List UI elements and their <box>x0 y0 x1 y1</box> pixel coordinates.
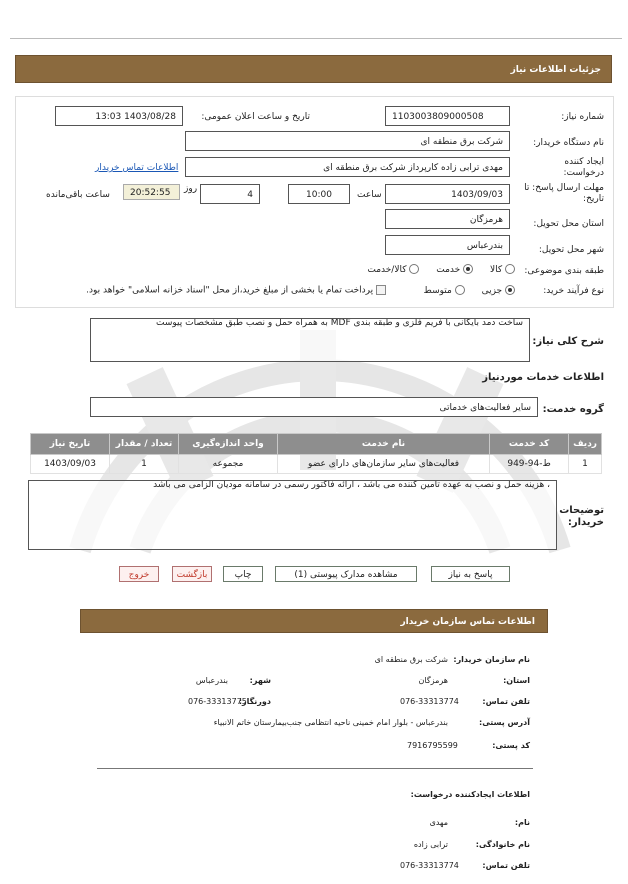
requester-field[interactable]: مهدی ترابی زاده کارپرداز شرکت برق منطقه ای <box>185 157 510 177</box>
col-row: ردیف <box>569 434 602 455</box>
radio-goods[interactable] <box>505 264 515 274</box>
buyer-notes-box <box>28 480 557 550</box>
buyer-notes-label: توضیحات خریدار: <box>559 505 604 528</box>
delivery-city-label: شهر محل تحویل: <box>538 245 604 255</box>
announce-datetime-field[interactable]: 1403/08/28 13:03 <box>55 106 183 126</box>
category-label: طبقه بندی موضوعی: <box>524 266 604 276</box>
category-radio-group <box>290 264 515 278</box>
time-remaining-label: ساعت باقی‌مانده <box>46 190 110 200</box>
category-option-goods[interactable]: کالا <box>490 265 515 275</box>
attachments-button[interactable]: مشاهده مدارک پیوستی (1) <box>275 566 417 582</box>
cell-service-code: ط-94-949 <box>490 455 569 474</box>
postal-value: 7916795599 <box>407 741 458 750</box>
city-label: شهر: <box>249 676 271 685</box>
phone-label: تلفن تماس: <box>482 697 530 706</box>
service-group-label: گروه خدمت: <box>542 404 604 415</box>
deadline-date-field[interactable]: 1403/09/03 <box>385 184 510 204</box>
top-divider <box>10 38 622 39</box>
radio-partial[interactable] <box>505 285 515 295</box>
contact-section-header <box>80 609 548 633</box>
radio-service[interactable] <box>463 264 473 274</box>
deadline-time-field[interactable]: 10:00 <box>288 184 350 204</box>
category-option-service[interactable]: خدمت <box>436 265 473 275</box>
cell-service-name: فعالیت‌های سایر سازمان‌های دارای عضو <box>278 455 490 474</box>
need-number-field[interactable]: 1103003809000508 <box>385 106 510 126</box>
buyer-org-label: نام دستگاه خریدار: <box>533 138 604 148</box>
creator-section-title: اطلاعات ایجادکننده درخواست: <box>410 790 530 799</box>
description-text: ساخت دمد بایگانی با فریم فلزی و طبقه بندی MDF به همراه حمل و نصب طبق مشخصات پیوست <box>156 318 523 328</box>
need-number-label: شماره نیاز: <box>561 112 604 122</box>
services-table-header <box>31 434 602 455</box>
cell-quantity: 1 <box>110 455 179 474</box>
delivery-province-label: استان محل تحویل: <box>533 219 604 229</box>
table-row[interactable] <box>31 455 602 474</box>
delivery-province-field[interactable]: هرمزگان <box>385 209 510 229</box>
creator-family-value: ترابی زاده <box>413 840 448 849</box>
deadline-label: مهلت ارسال پاسخ: تا تاریخ: <box>524 183 604 204</box>
time-remaining-field: 20:52:55 <box>123 184 180 200</box>
buyer-notes-text: ، هزینه حمل و نصب به عهده تامین کننده می باشد ، ارائه فاکتور رسمی در سامانه مودیان الزامی می باشد <box>153 480 550 490</box>
back-button[interactable]: بازگشت <box>172 566 212 582</box>
buyer-org-field[interactable]: شرکت برق منطقه ای <box>185 131 510 151</box>
payment-note-text: پرداخت تمام یا بخشی از مبلغ خرید،از محل "اسناد خزانه اسلامی" خواهد بود. <box>86 285 374 296</box>
cell-unit: مجموعه <box>179 455 278 474</box>
delivery-city-field[interactable]: بندرعباس <box>385 235 510 255</box>
purchase-type-label: نوع فرآیند خرید: <box>543 286 604 296</box>
print-button[interactable]: چاپ <box>223 566 263 582</box>
address-label: آدرس پستی: <box>479 718 530 727</box>
page-header <box>15 55 612 83</box>
days-label: روز <box>184 184 198 194</box>
purchase-option-partial[interactable]: جزیی <box>482 286 515 296</box>
org-name-value: شرکت برق منطقه ای <box>374 655 448 664</box>
province-label: استان: <box>503 676 530 685</box>
purchase-radio-group <box>420 285 515 299</box>
requester-label: ایجاد کننده درخواست: <box>563 157 604 178</box>
deadline-time-label: ساعت <box>357 190 382 200</box>
description-box <box>90 318 530 362</box>
creator-name-label: نام: <box>514 818 530 827</box>
fax-value: 076-33313775 <box>188 697 247 706</box>
org-name-label: نام سازمان خریدار: <box>453 655 530 664</box>
creator-phone-label: تلفن تماس: <box>482 861 530 870</box>
payment-note <box>46 285 386 296</box>
col-unit: واحد اندازه‌گیری <box>179 434 278 455</box>
services-table <box>30 433 602 474</box>
treasury-checkbox[interactable] <box>376 285 386 295</box>
phone-value: 076-33313774 <box>400 697 459 706</box>
buyer-contact-link[interactable]: اطلاعات تماس خریدار <box>95 163 179 173</box>
city-value: بندرعباس <box>195 676 228 685</box>
creator-phone-value: 076-33313774 <box>400 861 459 870</box>
cell-row: 1 <box>569 455 602 474</box>
page-title: جزئیات اطلاعات نیاز <box>510 65 601 75</box>
creator-family-label: نام خانوادگی: <box>475 840 530 849</box>
col-need-date: تاریخ نیاز <box>31 434 110 455</box>
category-option-both[interactable]: کالا/خدمت <box>367 265 419 275</box>
services-section-title: اطلاعات خدمات موردنیاز <box>482 372 604 383</box>
purchase-option-medium[interactable]: متوسط <box>424 286 465 296</box>
creator-name-value: مهدی <box>429 818 448 827</box>
exit-button[interactable]: خروج <box>119 566 159 582</box>
province-value: هرمزگان <box>418 676 448 685</box>
contact-section-title: اطلاعات تماس سازمان خریدار <box>400 617 535 627</box>
col-service-name: نام خدمت <box>278 434 490 455</box>
radio-medium[interactable] <box>455 285 465 295</box>
days-remaining-field[interactable]: 4 <box>200 184 260 204</box>
service-group-field[interactable]: سایر فعالیت‌های خدماتی <box>90 397 538 417</box>
col-service-code: کد خدمت <box>490 434 569 455</box>
address-value: بندرعباس - بلوار امام خمینی ناحیه انتظامی جنب‌بیمارستان خاتم الانبیاء <box>213 718 448 727</box>
radio-goods-service[interactable] <box>409 264 419 274</box>
col-quantity: تعداد / مقدار <box>110 434 179 455</box>
cell-need-date: 1403/09/03 <box>31 455 110 474</box>
description-label: شرح کلی نیاز: <box>532 336 604 347</box>
reply-button[interactable]: پاسخ به نیاز <box>431 566 510 582</box>
postal-label: کد پستی: <box>492 741 530 750</box>
contact-divider <box>97 768 533 769</box>
announce-datetime-label: تاریخ و ساعت اعلان عمومی: <box>201 112 310 122</box>
fax-label: دورنگار: <box>238 697 271 706</box>
